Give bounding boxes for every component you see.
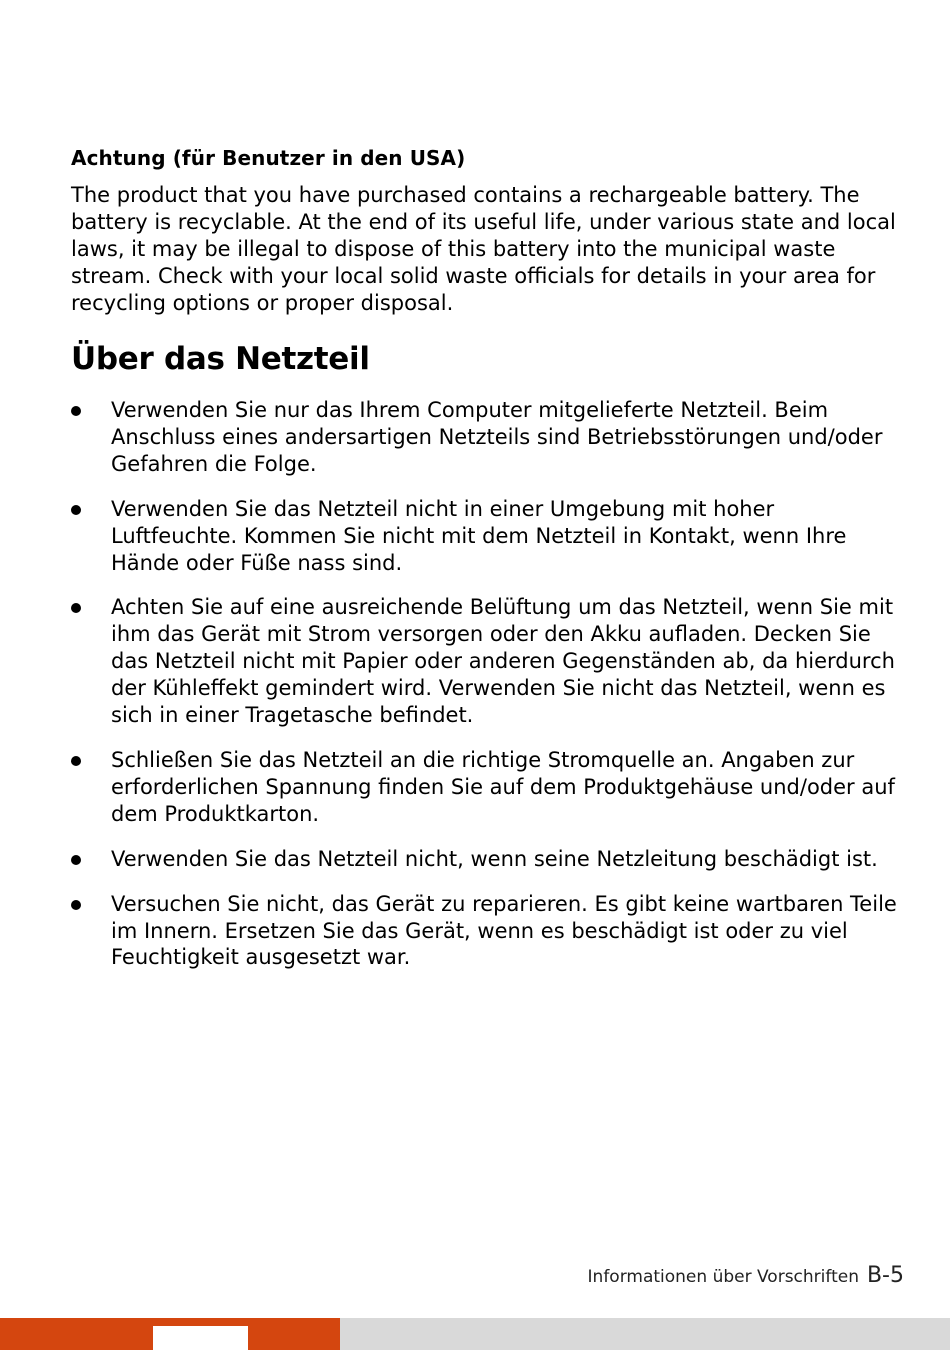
battery-notice-text: The product that you have purchased contains a rechargeable battery. The battery is recyclable. At the end of its useful life, under various state and local laws, it may be illegal to dispose of this battery into the municipal waste stream. Check with your local solid waste officials for details in your area for recycling options or proper disposal.	[71, 183, 896, 315]
footer-color-band	[0, 1318, 950, 1350]
bullet-dot-icon	[71, 496, 83, 523]
bullet-dot-icon	[71, 747, 83, 774]
bullet-dot-icon	[71, 891, 83, 918]
bullet-text: Verwenden Sie das Netzteil nicht in einer Umgebung mit hoher Luftfeuchte. Kommen Sie nicht mit dem Netzteil in Kontakt, wenn Ihre Hände oder Füße nass sind.	[111, 496, 847, 575]
bullet-text: Achten Sie auf eine ausreichende Belüftung um das Netzteil, wenn Sie mit ihm das Gerät mit Strom versorgen oder den Akku aufladen. Decken Sie das Netzteil nicht mit Papier oder anderen Gegenständen ab, da hierdurch der Kühleffekt gemindert wird. Verwenden Sie nicht das Netzteil, wenn es sich in einer Tragetasche befindet.	[111, 595, 895, 728]
caution-heading: Achtung (für Benutzer in den USA)	[71, 146, 466, 170]
bullet-dot-icon	[71, 846, 83, 873]
bullet-item	[71, 496, 901, 577]
bullet-text: Schließen Sie das Netzteil an die richtige Stromquelle an. Angaben zur erforderlichen Spannung finden Sie auf dem Produktgehäuse und/oder auf dem Produktkarton.	[111, 747, 895, 826]
page-footer	[588, 1263, 904, 1288]
page-number: B-5	[866, 1263, 904, 1288]
bullet-text: Verwenden Sie nur das Ihrem Computer mitgelieferte Netzteil. Beim Anschluss eines andersartigen Netzteils sind Betriebsstörungen und/oder Gefahren die Folge.	[111, 398, 883, 476]
footer-section-name: Informationen über Vorschriften	[587, 1267, 859, 1287]
footer-band-gray	[340, 1318, 950, 1350]
bullet-item	[71, 594, 901, 729]
bullet-text: Verwenden Sie das Netzteil nicht, wenn seine Netzleitung beschädigt ist.	[111, 846, 878, 871]
bullet-item	[71, 747, 901, 828]
section-title: Über das Netzteil	[71, 341, 370, 377]
power-adapter-bullet-list	[71, 397, 901, 989]
footer-band-white-tab	[153, 1326, 248, 1350]
bullet-item	[71, 846, 901, 873]
bullet-dot-icon	[71, 397, 83, 424]
bullet-item	[71, 397, 901, 478]
bullet-text: Versuchen Sie nicht, das Gerät zu reparieren. Es gibt keine wartbaren Teile im Innern. Ersetzen Sie das Gerät, wenn es beschädigt ist oder zu viel Feuchtigkeit ausgesetzt war.	[111, 891, 897, 970]
bullet-item	[71, 891, 901, 972]
bullet-dot-icon	[71, 594, 83, 621]
